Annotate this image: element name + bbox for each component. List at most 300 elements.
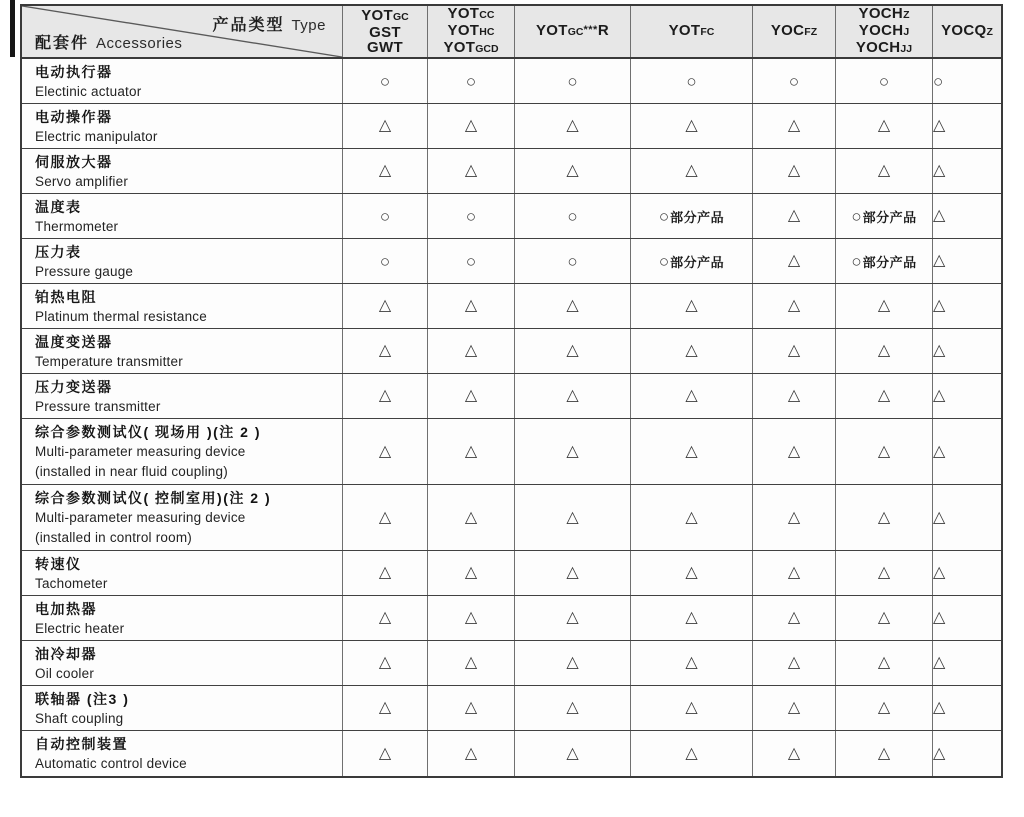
model-code-segment: YOT xyxy=(447,22,480,39)
accessory-label-cell xyxy=(22,731,342,776)
accessory-name-zh: 温度表 xyxy=(35,199,82,215)
matrix-cell xyxy=(630,284,752,328)
circle-symbol: ○ xyxy=(686,71,697,91)
matrix-cell xyxy=(932,686,945,730)
matrix-cell xyxy=(342,485,427,550)
matrix-cell xyxy=(427,551,514,595)
accessory-name-zh: 联轴器 (注3 ) xyxy=(35,691,130,707)
matrix-cell xyxy=(932,731,945,776)
triangle-symbol: △ xyxy=(566,654,579,671)
accessory-name-en: Tachometer xyxy=(35,576,108,591)
accessories-header xyxy=(35,30,182,53)
triangle-symbol: △ xyxy=(787,252,801,269)
accessory-row xyxy=(22,194,1001,239)
matrix-cell xyxy=(630,485,752,550)
accessory-name-en: Pressure gauge xyxy=(35,264,134,279)
matrix-cell xyxy=(514,59,630,103)
matrix-cell xyxy=(427,686,514,730)
matrix-cell xyxy=(835,731,932,776)
circle-symbol: ○ xyxy=(851,251,862,271)
column-header-line xyxy=(669,23,715,40)
model-code-segment: FC xyxy=(700,26,715,38)
accessory-name-en: Temperature transmitter xyxy=(35,354,183,369)
matrix-cell xyxy=(630,59,752,103)
matrix-cell xyxy=(835,374,932,418)
column-header-line xyxy=(448,6,495,23)
circle-symbol: ○ xyxy=(465,71,477,91)
triangle-symbol: △ xyxy=(787,564,801,581)
model-code-segment: YOT xyxy=(447,5,480,22)
column-header xyxy=(342,6,427,57)
matrix-cell xyxy=(752,551,835,595)
column-header-line xyxy=(859,6,910,23)
triangle-symbol: △ xyxy=(378,442,392,460)
accessory-row xyxy=(22,104,1001,149)
circle-symbol: ○ xyxy=(465,206,477,226)
matrix-cell xyxy=(514,641,630,685)
header-row xyxy=(22,6,1001,59)
matrix-cell xyxy=(427,485,514,550)
triangle-symbol: △ xyxy=(933,508,946,526)
model-code-segment: R xyxy=(597,22,609,39)
triangle-symbol: △ xyxy=(464,699,478,716)
accessory-name-zh: 电动操作器 xyxy=(35,109,113,125)
matrix-cell xyxy=(427,194,514,238)
matrix-cell xyxy=(932,596,945,640)
matrix-cell xyxy=(342,284,427,328)
model-code-segment: YOT xyxy=(443,39,476,56)
accessory-label-cell xyxy=(22,551,342,595)
matrix-cell xyxy=(342,686,427,730)
column-header xyxy=(835,6,932,57)
triangle-symbol: △ xyxy=(685,609,698,626)
accessory-row xyxy=(22,374,1001,419)
matrix-cell xyxy=(932,641,945,685)
matrix-cell xyxy=(630,149,752,193)
triangle-symbol: △ xyxy=(787,744,801,762)
triangle-symbol: △ xyxy=(877,699,891,716)
accessory-row xyxy=(22,284,1001,329)
accessories-header-en: Accessories xyxy=(96,35,183,52)
triangle-symbol: △ xyxy=(787,699,801,716)
triangle-symbol: △ xyxy=(566,609,579,626)
triangle-symbol: △ xyxy=(933,117,946,134)
matrix-cell xyxy=(932,149,945,193)
matrix-cell xyxy=(514,419,630,484)
accessory-name-en: (installed in control room) xyxy=(35,530,192,545)
matrix-cell xyxy=(932,284,945,328)
matrix-cell xyxy=(752,149,835,193)
matrix-cell xyxy=(630,374,752,418)
circle-symbol: ○ xyxy=(379,71,391,91)
matrix-cell xyxy=(752,641,835,685)
matrix-cell xyxy=(630,239,752,283)
triangle-symbol: △ xyxy=(685,162,698,179)
accessory-label-cell xyxy=(22,419,342,484)
matrix-cell xyxy=(932,329,945,373)
triangle-symbol: △ xyxy=(877,654,891,671)
column-header-line xyxy=(369,25,401,40)
triangle-symbol: △ xyxy=(877,162,891,179)
triangle-symbol: △ xyxy=(787,387,801,404)
matrix-cell xyxy=(752,485,835,550)
matrix-cell xyxy=(427,641,514,685)
accessory-label-cell xyxy=(22,485,342,550)
triangle-symbol: △ xyxy=(933,654,946,671)
column-header xyxy=(630,6,752,57)
accessory-row xyxy=(22,59,1001,104)
triangle-symbol: △ xyxy=(566,297,579,314)
accessory-name-zh: 伺服放大器 xyxy=(35,154,113,170)
column-header-line xyxy=(941,23,993,40)
matrix-cell xyxy=(752,329,835,373)
matrix-cell xyxy=(427,284,514,328)
matrix-cell xyxy=(342,596,427,640)
accessory-name-en: Thermometer xyxy=(35,219,119,234)
matrix-cell xyxy=(427,104,514,148)
accessory-name-en: Multi-parameter measuring device xyxy=(35,510,246,525)
accessory-name-en: Servo amplifier xyxy=(35,174,129,189)
triangle-symbol: △ xyxy=(464,297,478,314)
matrix-cell xyxy=(932,59,943,103)
triangle-symbol: △ xyxy=(685,699,698,716)
matrix-cell xyxy=(427,419,514,484)
triangle-symbol: △ xyxy=(933,699,946,716)
triangle-symbol: △ xyxy=(566,442,579,460)
accessory-name-en: Pressure transmitter xyxy=(35,399,161,414)
triangle-symbol: △ xyxy=(787,508,801,526)
matrix-cell xyxy=(630,596,752,640)
matrix-cell xyxy=(835,596,932,640)
accessory-row xyxy=(22,686,1001,731)
matrix-cell xyxy=(427,329,514,373)
model-code-segment: GWT xyxy=(367,39,403,56)
triangle-symbol: △ xyxy=(933,609,946,626)
matrix-cell xyxy=(932,419,945,484)
triangle-symbol: △ xyxy=(566,564,579,581)
model-code-segment: HC xyxy=(479,26,495,38)
triangle-symbol: △ xyxy=(787,207,801,224)
accessory-row xyxy=(22,551,1001,596)
triangle-symbol: △ xyxy=(685,654,698,671)
triangle-symbol: △ xyxy=(933,252,946,269)
triangle-symbol: △ xyxy=(933,342,946,359)
table-body xyxy=(22,59,1001,776)
matrix-cell xyxy=(514,596,630,640)
matrix-cell xyxy=(835,284,932,328)
accessory-name-zh: 电动执行器 xyxy=(35,64,113,80)
product-type-header-en: Type xyxy=(291,17,326,34)
accessory-name-en: Platinum thermal resistance xyxy=(35,309,207,324)
model-code-segment: GC xyxy=(393,11,409,23)
circle-symbol: ○ xyxy=(788,71,800,91)
accessory-name-en: Shaft coupling xyxy=(35,711,124,726)
matrix-cell xyxy=(630,194,752,238)
matrix-cell xyxy=(342,59,427,103)
accessory-name-zh: 温度变送器 xyxy=(35,334,113,350)
circle-symbol: ○ xyxy=(851,206,862,226)
matrix-cell xyxy=(630,329,752,373)
triangle-symbol: △ xyxy=(787,162,801,179)
accessory-name-en: Electric manipulator xyxy=(35,129,158,144)
accessory-row xyxy=(22,731,1001,776)
matrix-cell xyxy=(342,194,427,238)
matrix-cell xyxy=(427,596,514,640)
triangle-symbol: △ xyxy=(566,162,579,179)
corner-cell xyxy=(22,6,342,57)
circle-symbol: ○ xyxy=(379,206,391,226)
matrix-cell xyxy=(752,284,835,328)
matrix-cell xyxy=(630,641,752,685)
circle-symbol: ○ xyxy=(567,71,578,91)
column-header-line xyxy=(361,8,409,25)
model-code-segment: YOCH xyxy=(858,22,904,39)
triangle-symbol: △ xyxy=(933,297,946,314)
matrix-cell xyxy=(427,149,514,193)
matrix-cell xyxy=(932,485,945,550)
accessory-name-en: Automatic control device xyxy=(35,756,187,771)
triangle-symbol: △ xyxy=(877,564,891,581)
page-edge-mark xyxy=(10,0,15,57)
accessory-label-cell xyxy=(22,59,342,103)
model-code-segment: Z xyxy=(903,9,910,21)
column-header-line xyxy=(856,40,912,57)
triangle-symbol: △ xyxy=(378,744,392,762)
matrix-cell xyxy=(752,731,835,776)
triangle-symbol: △ xyxy=(787,342,801,359)
triangle-symbol: △ xyxy=(877,609,891,626)
column-header-line xyxy=(859,23,909,40)
product-type-header-zh: 产品类型 xyxy=(212,17,285,34)
triangle-symbol: △ xyxy=(378,564,392,581)
accessory-label-cell xyxy=(22,284,342,328)
triangle-symbol: △ xyxy=(566,699,579,716)
matrix-cell xyxy=(342,551,427,595)
matrix-cell xyxy=(630,419,752,484)
matrix-cell xyxy=(932,374,945,418)
accessory-name-zh: 自动控制装置 xyxy=(35,736,128,752)
matrix-cell xyxy=(514,551,630,595)
accessory-row xyxy=(22,329,1001,374)
triangle-symbol: △ xyxy=(787,654,801,671)
triangle-symbol: △ xyxy=(464,609,478,626)
accessory-label-cell xyxy=(22,686,342,730)
matrix-cell xyxy=(427,374,514,418)
accessory-label-cell xyxy=(22,329,342,373)
triangle-symbol: △ xyxy=(685,442,698,460)
partial-products-label: 部分产品 xyxy=(670,254,725,270)
matrix-cell xyxy=(835,104,932,148)
accessory-row xyxy=(22,596,1001,641)
triangle-symbol: △ xyxy=(464,342,478,359)
accessory-name-zh: 电加热器 xyxy=(35,601,97,617)
accessory-label-cell xyxy=(22,104,342,148)
accessory-name-zh: 压力表 xyxy=(35,244,82,260)
triangle-symbol: △ xyxy=(464,564,478,581)
matrix-cell xyxy=(835,239,932,283)
matrix-cell xyxy=(514,329,630,373)
triangle-symbol: △ xyxy=(566,387,579,404)
matrix-cell xyxy=(630,551,752,595)
model-code-segment: CC xyxy=(479,9,495,21)
partial-products-label: 部分产品 xyxy=(670,209,725,225)
model-code-segment: YOT xyxy=(668,22,701,39)
triangle-symbol: △ xyxy=(378,609,392,626)
triangle-symbol: △ xyxy=(685,387,698,404)
matrix-cell xyxy=(514,374,630,418)
matrix-cell xyxy=(342,731,427,776)
circle-symbol: ○ xyxy=(658,251,670,271)
accessory-name-en: (installed in near fluid coupling) xyxy=(35,464,228,479)
model-code-segment: JJ xyxy=(900,43,913,55)
accessory-name-zh: 转速仪 xyxy=(35,556,82,572)
accessory-row xyxy=(22,485,1001,551)
matrix-cell xyxy=(752,194,835,238)
accessory-name-en: Electinic actuator xyxy=(35,84,142,99)
triangle-symbol: △ xyxy=(933,744,946,762)
matrix-cell xyxy=(427,59,514,103)
triangle-symbol: △ xyxy=(685,297,698,314)
triangle-symbol: △ xyxy=(933,162,946,179)
partial-products-label: 部分产品 xyxy=(862,209,917,225)
model-code-segment: YOC xyxy=(770,22,805,39)
model-code-segment: YOCQ xyxy=(941,22,987,39)
column-header xyxy=(514,6,630,57)
matrix-cell xyxy=(514,485,630,550)
triangle-symbol: △ xyxy=(933,207,946,224)
matrix-cell xyxy=(427,731,514,776)
model-code-segment: YOCH xyxy=(858,5,904,22)
matrix-cell xyxy=(514,194,630,238)
matrix-cell xyxy=(342,419,427,484)
matrix-cell xyxy=(835,419,932,484)
matrix-cell xyxy=(752,59,835,103)
triangle-symbol: △ xyxy=(378,654,392,671)
matrix-cell xyxy=(752,686,835,730)
accessory-row xyxy=(22,149,1001,194)
matrix-cell xyxy=(514,686,630,730)
matrix-cell xyxy=(514,731,630,776)
triangle-symbol: △ xyxy=(566,508,579,526)
accessory-label-cell xyxy=(22,194,342,238)
matrix-cell xyxy=(932,551,945,595)
triangle-symbol: △ xyxy=(378,699,392,716)
model-code-segment: YOT xyxy=(536,22,568,39)
triangle-symbol: △ xyxy=(378,342,392,359)
triangle-symbol: △ xyxy=(685,564,698,581)
matrix-cell xyxy=(630,686,752,730)
triangle-symbol: △ xyxy=(378,297,392,314)
triangle-symbol: △ xyxy=(787,297,801,314)
accessory-name-en: Electric heater xyxy=(35,621,125,636)
triangle-symbol: △ xyxy=(566,117,579,134)
matrix-cell xyxy=(835,194,932,238)
triangle-symbol: △ xyxy=(685,342,698,359)
triangle-symbol: △ xyxy=(877,744,891,762)
accessory-name-en: Oil cooler xyxy=(35,666,95,681)
triangle-symbol: △ xyxy=(787,117,801,134)
accessory-label-cell xyxy=(22,239,342,283)
circle-symbol: ○ xyxy=(933,71,944,91)
triangle-symbol: △ xyxy=(933,442,946,460)
matrix-cell xyxy=(342,104,427,148)
matrix-cell xyxy=(752,239,835,283)
column-header-line xyxy=(771,23,817,40)
accessory-row xyxy=(22,641,1001,686)
matrix-cell xyxy=(342,239,427,283)
matrix-cell xyxy=(835,641,932,685)
matrix-cell xyxy=(342,149,427,193)
circle-symbol: ○ xyxy=(878,71,890,91)
accessory-label-cell xyxy=(22,374,342,418)
triangle-symbol: △ xyxy=(877,297,891,314)
triangle-symbol: △ xyxy=(464,117,478,134)
model-code-segment: Z xyxy=(986,26,993,38)
column-header-line xyxy=(443,40,498,57)
matrix-cell xyxy=(835,329,932,373)
triangle-symbol: △ xyxy=(685,744,698,762)
triangle-symbol: △ xyxy=(464,442,478,460)
triangle-symbol: △ xyxy=(933,564,946,581)
circle-symbol: ○ xyxy=(567,206,578,226)
matrix-cell xyxy=(835,149,932,193)
model-code-segment: YOCH xyxy=(855,39,901,56)
matrix-cell xyxy=(342,329,427,373)
matrix-cell xyxy=(342,374,427,418)
model-code-segment: YOT xyxy=(361,7,393,24)
triangle-symbol: △ xyxy=(685,508,698,526)
accessories-header-zh: 配套件 xyxy=(35,35,90,52)
matrix-cell xyxy=(514,149,630,193)
accessory-name-zh: 综合参数测试仪( 控制室用)(注 2 ) xyxy=(35,490,272,506)
accessory-name-zh: 压力变送器 xyxy=(35,379,113,395)
model-code-segment: J xyxy=(903,26,910,38)
matrix-cell xyxy=(752,104,835,148)
accessories-compatibility-table xyxy=(20,4,1003,778)
triangle-symbol: △ xyxy=(566,342,579,359)
triangle-symbol: △ xyxy=(464,654,478,671)
column-header-line xyxy=(448,23,495,40)
matrix-cell xyxy=(835,59,932,103)
circle-symbol: ○ xyxy=(379,251,391,271)
triangle-symbol: △ xyxy=(933,387,946,404)
circle-symbol: ○ xyxy=(567,251,578,271)
accessory-name-en: Multi-parameter measuring device xyxy=(35,444,246,459)
matrix-cell xyxy=(835,686,932,730)
accessory-label-cell xyxy=(22,596,342,640)
triangle-symbol: △ xyxy=(378,117,392,134)
matrix-cell xyxy=(932,194,945,238)
triangle-symbol: △ xyxy=(787,609,801,626)
accessory-name-zh: 综合参数测试仪( 现场用 )(注 2 ) xyxy=(35,424,261,440)
triangle-symbol: △ xyxy=(464,387,478,404)
matrix-cell xyxy=(630,731,752,776)
model-code-segment: GST xyxy=(369,24,401,41)
triangle-symbol: △ xyxy=(877,342,891,359)
matrix-cell xyxy=(342,641,427,685)
triangle-symbol: △ xyxy=(877,442,891,460)
accessory-name-zh: 铂热电阻 xyxy=(35,289,97,305)
triangle-symbol: △ xyxy=(378,162,392,179)
accessory-row xyxy=(22,239,1001,284)
matrix-cell xyxy=(932,104,945,148)
matrix-cell xyxy=(835,551,932,595)
triangle-symbol: △ xyxy=(877,387,891,404)
column-header-line xyxy=(367,40,403,55)
matrix-cell xyxy=(752,419,835,484)
triangle-symbol: △ xyxy=(464,162,478,179)
matrix-cell xyxy=(514,239,630,283)
